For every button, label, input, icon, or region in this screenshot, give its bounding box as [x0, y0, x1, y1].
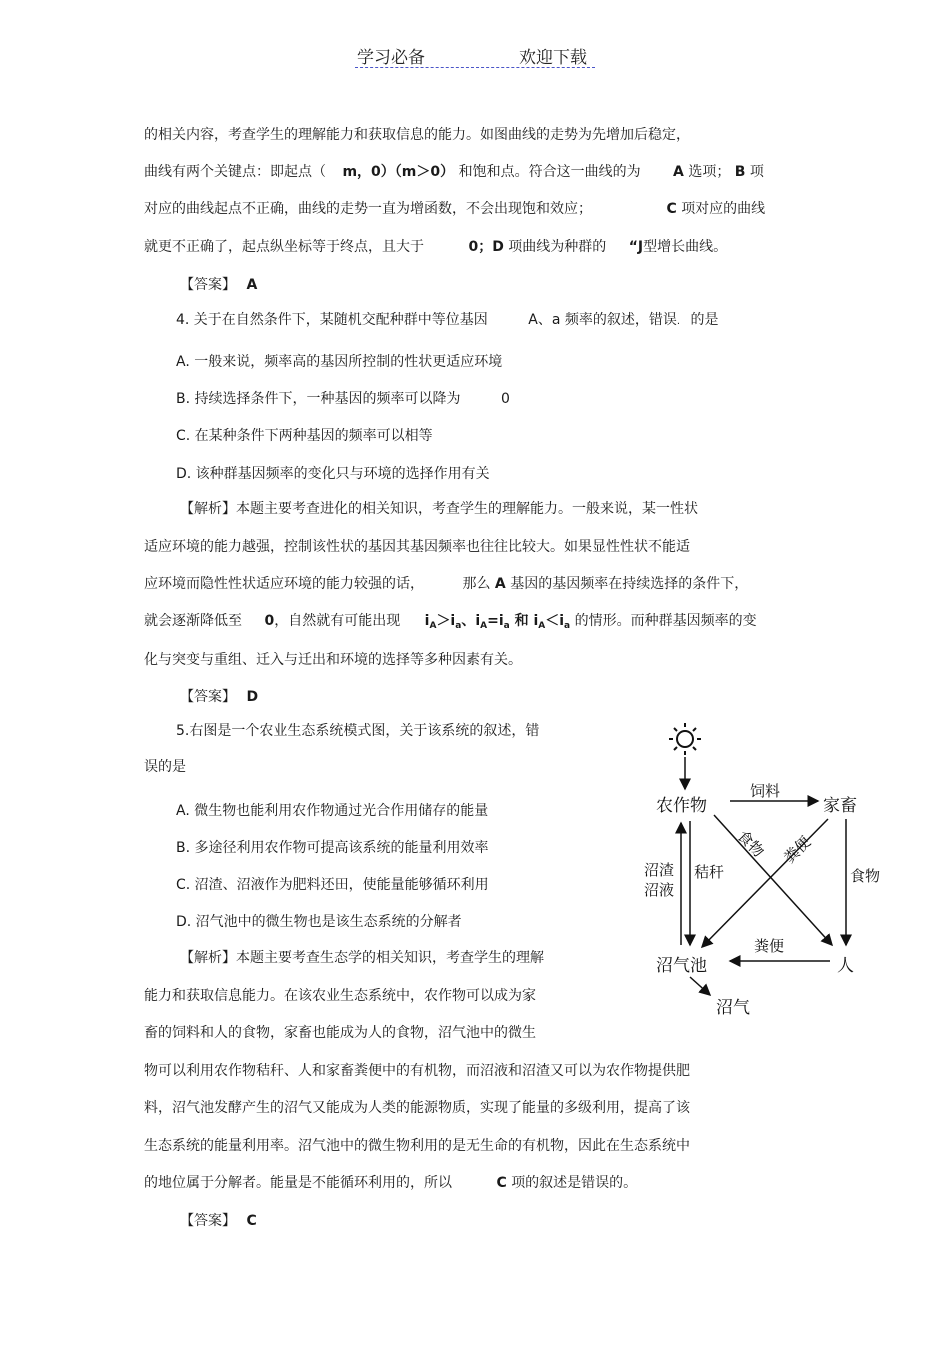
text: 0 — [264, 613, 275, 629]
text: 基因的基因频率在持续选择的条件下， — [510, 576, 749, 592]
text: 型增长曲线。 — [643, 239, 728, 255]
text: m，0）（m＞0） — [342, 164, 455, 180]
para1-line4 — [144, 238, 727, 256]
text: 和饱和点。符合这一曲线的为 — [458, 164, 641, 180]
para1-line1: 的相关内容，考查学生的理解能力和获取信息的能力。如图曲线的走势为先增加后稳定， — [144, 127, 690, 143]
text: 就更不正确了，起点纵坐标等于终点，且大于 — [144, 239, 424, 255]
node-biogas-pool: 沼气池 — [656, 956, 707, 976]
para1-line3 — [144, 200, 765, 218]
text: A — [673, 164, 684, 180]
q4-analysis-5: 化与突变与重组、迁入与迁出和环境的选择等多种因素有关。 — [144, 652, 522, 668]
q5-analysis-3: 畜的饲料和人的食物，家畜也能成为人的食物，沼气池中的微生 — [144, 1025, 536, 1041]
text: 的情形。而种群基因频率的变 — [574, 613, 757, 629]
q4-analysis-2: 适应环境的能力越强，控制该性状的基因其基因频率也往往比较大。如果显性性状不能适 — [144, 539, 690, 555]
node-human: 人 — [837, 956, 854, 976]
page-header — [355, 41, 595, 68]
text: 就会逐渐降低至 — [144, 613, 242, 629]
q5-analysis-7 — [144, 1174, 637, 1192]
ecosystem-diagram — [632, 715, 892, 1020]
q4-option-b — [176, 390, 510, 408]
q4-option-a: A. 一般来说，频率高的基因所控制的性状更适应环境 — [176, 354, 503, 370]
text: A、a 频率的叙述，错误 — [528, 312, 677, 328]
label-manure-diagonal: 粪便 — [780, 832, 815, 867]
text: A — [494, 576, 506, 592]
q4-analysis-1: 【解析】本题主要考查进化的相关知识，考查学生的理解能力。一般来说，某一性状 — [180, 501, 698, 517]
label-residue: 沼渣 — [644, 861, 675, 879]
q4-analysis-3 — [144, 575, 748, 593]
para1-line2 — [144, 163, 764, 181]
text: “J — [628, 239, 644, 255]
label-food-diagonal: 食物 — [733, 826, 768, 861]
text: 0 — [500, 391, 510, 407]
answer-value: D — [246, 689, 259, 705]
q5-analysis-2: 能力和获取信息能力。在该农业生态系统中，农作物可以成为家 — [144, 988, 536, 1004]
answer-value: A — [246, 277, 258, 293]
node-crop: 农作物 — [656, 796, 707, 816]
node-biogas: 沼气 — [716, 998, 750, 1018]
text: 项曲线为种群的 — [508, 239, 607, 255]
label-manure-bottom: 粪便 — [754, 937, 785, 955]
q5-analysis-4: 物可以利用农作物秸秆、人和家畜粪便中的有机物，而沼液和沼渣又可以为农作物提供肥 — [144, 1063, 690, 1079]
emphasis-dot: . — [676, 316, 681, 327]
text: 项 — [749, 164, 764, 180]
text: 那么 — [462, 576, 491, 592]
q4-stem — [176, 311, 719, 331]
q5-analysis-1: 【解析】本题主要考查生态学的相关知识，考查学生的理解 — [180, 950, 544, 966]
text: 应环境而隐性性状适应环境的能力较强的话， — [144, 576, 424, 592]
label-feed: 饲料 — [750, 782, 781, 800]
q5-option-c: C. 沼渣、沼液作为肥料还田，使能量能够循环利用 — [176, 877, 489, 893]
header-left: 学习必备 — [357, 48, 425, 68]
text: C — [666, 201, 677, 217]
q5-option-a: A. 微生物也能利用农作物通过光合作用储存的能量 — [176, 803, 489, 819]
text: 的地位属于分解者。能量是不能循环利用的，所以 — [144, 1175, 452, 1191]
allele-relations: $i_A>i_a$、$i_A=i_a$ 和 $i_A<i_a$ — [424, 613, 571, 631]
text: 0；D — [468, 239, 504, 255]
crop-to-human-arrow — [714, 815, 832, 945]
answer-label: 【答案】 — [180, 689, 236, 705]
text: C — [496, 1175, 507, 1191]
text: 对应的曲线起点不正确，曲线的走势一直为增函数，不会出现饱和效应； — [144, 201, 592, 217]
q5-analysis-5: 料，沼气池发酵产生的沼气又能成为人类的能源物质，实现了能量的多级利用，提高了该 — [144, 1100, 690, 1116]
answer-label: 【答案】 — [180, 1213, 236, 1229]
text: 4. 关于在自然条件下，某随机交配种群中等位基因 — [176, 312, 488, 328]
q4-option-d: D. 该种群基因频率的变化只与环境的选择作用有关 — [176, 466, 490, 482]
q5-option-d: D. 沼气池中的微生物也是该生态系统的分解者 — [176, 914, 462, 930]
header-right: 欢迎下载 — [519, 48, 587, 68]
q5-analysis-6: 生态系统的能量利用率。沼气池中的微生物利用的是无生命的有机物，因此在生态系统中 — [144, 1138, 690, 1154]
text: 的是 — [690, 312, 719, 328]
label-liquid: 沼液 — [644, 881, 675, 899]
answer-value: C — [246, 1213, 257, 1229]
answer-4 — [180, 688, 258, 706]
text: ，自然就有可能出现 — [274, 613, 401, 629]
text: B. 持续选择条件下，一种基因的频率可以降为 — [176, 391, 461, 407]
livestock-to-pool-arrow — [702, 819, 828, 947]
label-straw: 秸秆 — [694, 863, 725, 881]
text: 项的叙述是错误的。 — [511, 1175, 638, 1191]
q4-analysis-4 — [144, 612, 757, 635]
answer-5 — [180, 1212, 257, 1230]
answer-label: 【答案】 — [180, 277, 236, 293]
text: 选项； — [688, 164, 731, 180]
q5-stem-line1: 5.右图是一个农业生态系统模式图，关于该系统的叙述，错 — [176, 723, 540, 739]
text: B — [734, 164, 746, 180]
node-livestock: 家畜 — [823, 796, 857, 816]
sun-icon — [669, 723, 701, 755]
q5-stem-line2: 误的是 — [144, 759, 186, 775]
q5-option-b: B. 多途径利用农作物可提高该系统的能量利用效率 — [176, 840, 489, 856]
text: 曲线有两个关键点：即起点（ — [144, 164, 326, 180]
answer-3 — [180, 276, 257, 294]
q4-option-c: C. 在某种条件下两种基因的频率可以相等 — [176, 428, 433, 444]
pool-to-biogas-arrow — [690, 977, 710, 995]
label-food-right: 食物 — [850, 867, 881, 885]
text: 项对应的曲线 — [681, 201, 766, 217]
